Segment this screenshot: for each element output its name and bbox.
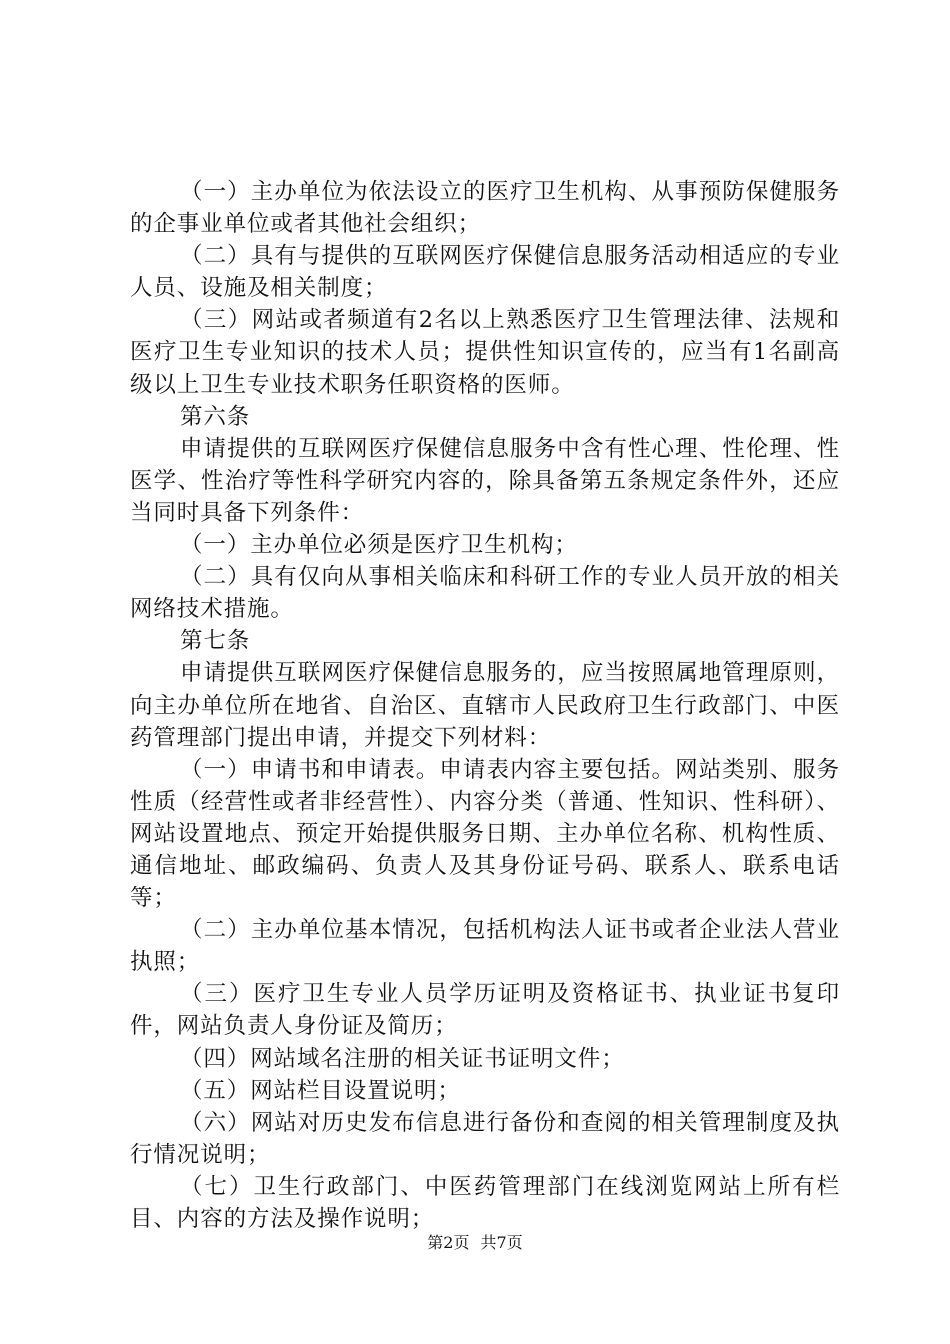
clause-paragraph: （一）主办单位必须是医疗卫生机构； <box>180 532 578 559</box>
document-body <box>130 176 840 1235</box>
clause-paragraph: （五）网站栏目设置说明； <box>180 1077 461 1104</box>
page-number: 第2页 <box>427 1233 470 1252</box>
clause-paragraph: （二）具有仅向从事相关临床和科研工作的专业人员开放的相关网络技术措施。 <box>130 564 840 623</box>
clause-paragraph: （六）网站对历史发布信息进行备份和查阅的相关管理制度及执行情况说明； <box>130 1109 840 1168</box>
article-heading: 第七条 <box>180 628 251 655</box>
page-total: 共7页 <box>480 1233 523 1252</box>
body-paragraph: 申请提供的互联网医疗保健信息服务中含有性心理、性伦理、性医学、性治疗等性科学研究内容的，除具备第五条规定条件外，还应当同时具备下列条件： <box>130 435 840 526</box>
clause-paragraph: （一）申请书和申请表。申请表内容主要包括。网站类别、服务性质（经营性或者非经营性）、内容分类（普通、性知识、性科研）、网站设置地点、预定开始提供服务日期、主办单位名称、机构性质、通信地址、邮政编码、负责人及其身份证号码、联系人、联系电话等； <box>130 756 840 912</box>
body-paragraph: 申请提供互联网医疗保健信息服务的，应当按照属地管理原则，向主办单位所在地省、自治区、直辖市人民政府卫生行政部门、中医药管理部门提出申请，并提交下列材料： <box>130 660 840 751</box>
clause-paragraph: （一）主办单位为依法设立的医疗卫生机构、从事预防保健服务的企事业单位或者其他社会组织； <box>130 179 840 238</box>
clause-paragraph: （二）具有与提供的互联网医疗保健信息服务活动相适应的专业人员、设施及相关制度； <box>130 243 840 302</box>
clause-paragraph: （三）医疗卫生专业人员学历证明及资格证书、执业证书复印件，网站负责人身份证及简历； <box>130 981 840 1040</box>
clause-paragraph: （三）网站或者频道有2名以上熟悉医疗卫生管理法律、法规和医疗卫生专业知识的技术人员；提供性知识宣传的，应当有1名副高级以上卫生专业技术职务任职资格的医师。 <box>130 307 840 398</box>
page-footer <box>0 1233 950 1253</box>
clause-paragraph: （四）网站域名注册的相关证书证明文件； <box>180 1045 625 1072</box>
article-heading: 第六条 <box>180 403 251 430</box>
clause-paragraph: （二）主办单位基本情况，包括机构法人证书或者企业法人营业执照； <box>130 917 840 976</box>
clause-paragraph: （七）卫生行政部门、中医药管理部门在线浏览网站上所有栏目、内容的方法及操作说明； <box>130 1173 840 1232</box>
